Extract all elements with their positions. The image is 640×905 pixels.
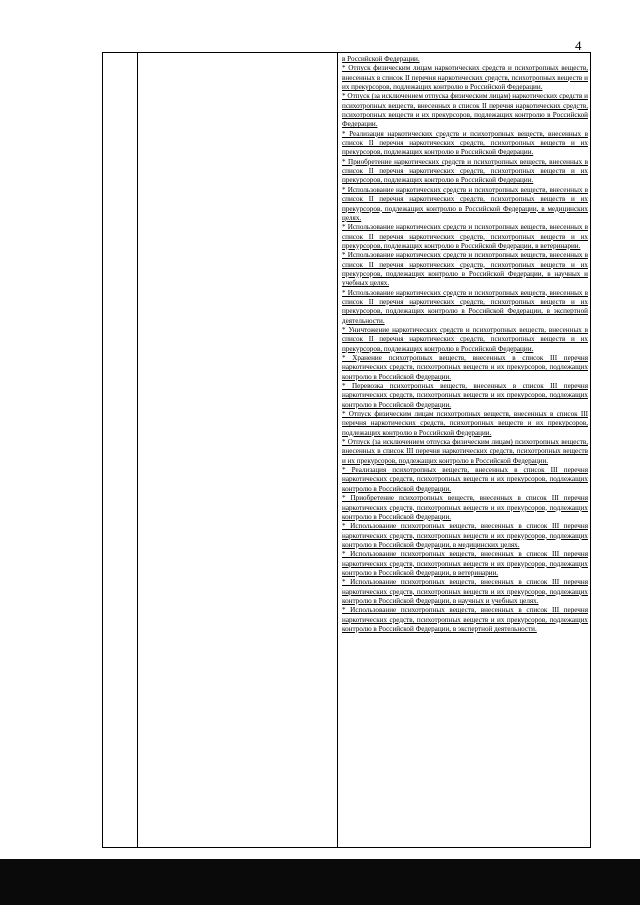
activity-entry: * Использование наркотических средств и психотропных веществ, внесенных в список II перечня наркотических средств, психотропных веществ и их прекурсоров, подлежащих контролю в Российской Федерации, в научных и учебных целях. — [342, 251, 588, 288]
scan-bottom-bar — [0, 859, 640, 905]
document-table — [102, 52, 591, 848]
activity-entry: * Отпуск (за исключением отпуска физическим лицам) наркотических средств и психотропных веществ, внесенных в список II перечня наркотических средств, психотропных веществ и их прекурсоров, подлежащих контролю в Российской Федерации. — [342, 92, 588, 129]
activity-entry: * Реализация психотропных веществ, внесенных в список III перечня наркотических средств, психотропных веществ и их прекурсоров, подлежащих контролю в Российской Федерации. — [342, 466, 588, 493]
activity-entry: * Отпуск (за исключением отпуска физическим лицам) психотропных веществ, внесенных в список III перечня наркотических средств, психотропных веществ и их прекурсоров, подлежащих контролю в Российской Федерации. — [342, 438, 588, 465]
activity-entry: * Использование наркотических средств и психотропных веществ, внесенных в список II перечня наркотических средств, психотропных веществ и их прекурсоров, подлежащих контролю в Российской Федерации, в экспертной деятельности. — [342, 288, 588, 325]
activity-entry: * Использование психотропных веществ, внесенных в список III перечня наркотических средств, психотропных веществ и их прекурсоров, подлежащих контролю в Российской Федерации, в ветеринарии. — [342, 550, 588, 577]
activity-entry: * Использование психотропных веществ, внесенных в список III перечня наркотических средств, психотропных веществ и их прекурсоров, подлежащих контролю в Российской Федерации, в научных и учебных целях. — [342, 578, 588, 605]
activity-entry: в Российской Федерации. — [342, 55, 420, 63]
activity-entry: * Уничтожение наркотических средств и психотропных веществ, внесенных в список II перечня наркотических средств, психотропных веществ и их прекурсоров, подлежащих контролю в Российской Федерации. — [342, 325, 588, 353]
column-divider-1 — [137, 53, 138, 847]
activity-entry: * Реализация наркотических средств и психотропных веществ, внесенных в список II перечня наркотических средств, психотропных веществ и их прекурсоров, подлежащих контролю в Российской Федерации. — [342, 129, 588, 157]
activity-entry: * Приобретение психотропных веществ, внесенных в список III перечня наркотических средств, психотропных веществ и их прекурсоров, подлежащих контролю в Российской Федерации. — [342, 494, 588, 521]
activity-entry: * Приобретение наркотических средств и психотропных веществ, внесенных в список II перечня наркотических средств, психотропных веществ и их прекурсоров, подлежащих контролю в Российской Федерации. — [342, 157, 588, 185]
page-number: 4 — [575, 38, 582, 53]
activity-entry: * Использование наркотических средств и психотропных веществ, внесенных в список II перечня наркотических средств, психотропных веществ и их прекурсоров, подлежащих контролю в Российской Федерации, в медицинских целях. — [342, 185, 588, 222]
activity-entry: * Хранение психотропных веществ, внесенных в список III перечня наркотических средств, психотропных веществ и их прекурсоров, подлежащих контролю в Российской Федерации. — [342, 354, 588, 381]
activity-entry: * Перевозка психотропных веществ, внесенных в список III перечня наркотических средств, психотропных веществ и их прекурсоров, подлежащих контролю в Российской Федерации. — [342, 382, 588, 409]
activity-entry: * Отпуск физическим лицам психотропных веществ, внесенных в список III перечня наркотических средств, психотропных веществ и их прекурсоров, подлежащих контролю в Российской Федерации. — [342, 410, 588, 437]
activity-entry: * Использование психотропных веществ, внесенных в список III перечня наркотических средств, психотропных веществ и их прекурсоров, подлежащих контролю в Российской Федерации, в экспертной деятельности. — [342, 606, 588, 633]
activity-entry: * Использование наркотических средств и психотропных веществ, внесенных в список II перечня наркотических средств, психотропных веществ и их прекурсоров, подлежащих контролю в Российской Федерации, в ветеринарии. — [342, 223, 588, 250]
column-divider-2 — [337, 53, 338, 847]
activity-entry: * Отпуск физическим лицам наркотических средств и психотропных веществ, внесенных в список II перечня наркотических средств, психотропных веществ и их прекурсоров, подлежащих контролю в Российской Федерации. — [342, 64, 588, 92]
activity-entry: * Использование психотропных веществ, внесенных в список III перечня наркотических средств, психотропных веществ и их прекурсоров, подлежащих контролю в Российской Федерации, в медицинских целях. — [342, 522, 588, 549]
activities-cell — [339, 53, 590, 847]
activities-list — [339, 53, 590, 634]
